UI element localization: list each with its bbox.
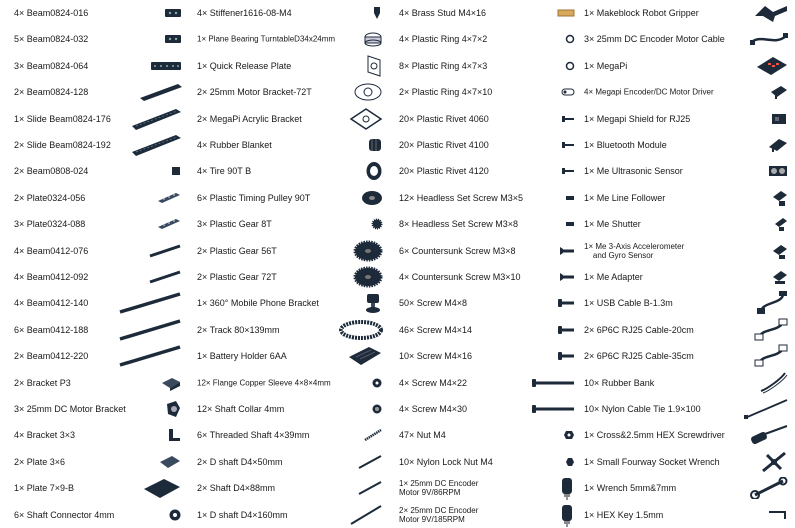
part-item — [197, 264, 383, 290]
usb-cable-icon — [755, 290, 789, 316]
part-item — [584, 132, 789, 158]
d-shaft-icon — [357, 454, 383, 470]
part-item — [197, 211, 383, 237]
phone-bracket-icon — [363, 292, 383, 314]
part-label: 1× 25mm DC Encoder Motor 9V/86RPM — [399, 479, 479, 498]
part-label: 10× Nylon Lock Nut M4 — [399, 456, 493, 467]
screw-icon — [557, 325, 575, 335]
part-item — [584, 79, 789, 105]
part-label: 6× Plastic Timing Pulley 90T — [197, 192, 311, 203]
part-item — [14, 396, 182, 422]
beam-short-icon — [164, 7, 182, 19]
part-label: 1× D shaft D4×160mm — [197, 509, 288, 520]
part-label: 1× Quick Release Plate — [197, 60, 292, 71]
beam-small-icon — [170, 165, 182, 177]
threaded-shaft-icon — [363, 428, 383, 442]
part-label: 20× Plastic Rivet 4100 — [399, 140, 489, 150]
part-label: 1× 360° Mobile Phone Bracket — [197, 298, 319, 309]
part-label: 1× HEX Key 1.5mm — [584, 509, 664, 520]
bracket-p3-icon — [160, 374, 182, 392]
part-label: 3× 25mm DC Motor Bracket — [14, 404, 126, 414]
part-label: 1× Cross&2.5mm HEX Screwdriver — [584, 430, 725, 441]
beam-short-icon — [164, 33, 182, 45]
part-label: 2× Bracket P3 — [14, 377, 71, 388]
part-item — [399, 158, 575, 184]
part-label: 1× Me 3-Axis Accelerometer and Gyro Sensor — [584, 241, 685, 260]
line-follower-icon — [771, 189, 789, 207]
part-label: 1× Megapi Shield for RJ25 — [584, 113, 691, 124]
part-label: 8× Plastic Ring 4×7×3 — [399, 60, 488, 71]
thin-beam-icon — [148, 244, 182, 258]
part-label: 20× Plastic Rivet 4120 — [399, 166, 489, 177]
rj25-cable-icon — [753, 344, 789, 368]
part-item — [584, 53, 789, 79]
part-item — [14, 343, 182, 369]
plate-icon — [156, 191, 182, 205]
part-item — [14, 422, 182, 448]
part-item — [399, 132, 575, 158]
part-item — [584, 422, 789, 448]
plastic-ring-icon — [565, 61, 575, 71]
part-item — [584, 343, 789, 369]
thin-beam-long-icon — [118, 345, 182, 367]
part-item — [197, 370, 383, 396]
part-label: 1× Slide Beam0824-176 — [14, 113, 111, 124]
motor-driver-icon — [769, 84, 789, 100]
part-label: 2× D shaft D4×50mm — [197, 456, 283, 467]
part-item — [584, 264, 789, 290]
part-label: 1× Me Ultrasonic Sensor — [584, 166, 683, 177]
part-item — [197, 502, 383, 528]
part-label: 10× Rubber Bank — [584, 377, 655, 388]
part-label: 4× Bracket 3×3 — [14, 430, 76, 441]
set-screw-icon — [565, 194, 575, 202]
part-item — [14, 158, 182, 184]
part-item — [14, 475, 182, 501]
part-label: 1× Wrench 5mm&7mm — [584, 483, 677, 494]
part-label: 10× Nylon Cable Tie 1.9×100 — [584, 404, 701, 414]
robot-gripper-icon — [753, 2, 789, 24]
part-item — [197, 343, 383, 369]
part-item — [584, 502, 789, 528]
part-label: 2× Track 80×139mm — [197, 324, 280, 335]
part-item — [14, 0, 182, 26]
part-item — [197, 132, 383, 158]
part-item — [584, 475, 789, 501]
megapi-board-icon — [755, 55, 789, 77]
part-label: 4× Brass Stud M4×16 — [399, 8, 487, 18]
part-label: 46× Screw M4×14 — [399, 324, 473, 335]
part-item — [197, 422, 383, 448]
part-item — [197, 158, 383, 184]
part-label: 4× Beam0412-076 — [14, 245, 89, 256]
encoder-motor-icon — [559, 503, 575, 527]
part-item — [399, 370, 575, 396]
part-item — [399, 106, 575, 132]
slide-beam-icon — [130, 133, 182, 157]
part-item — [197, 185, 383, 211]
part-item — [197, 53, 383, 79]
part-label: 2× Plastic Ring 4×7×10 — [399, 87, 493, 98]
part-label: 2× Plate0324-056 — [14, 192, 86, 203]
cable-tie-icon — [743, 398, 789, 420]
part-item — [14, 238, 182, 264]
bluetooth-module-icon — [767, 137, 789, 153]
part-item — [197, 106, 383, 132]
part-item — [584, 396, 789, 422]
part-label: 3× 25mm DC Encoder Motor Cable — [584, 34, 725, 45]
part-label: 2× Beam0824-128 — [14, 87, 89, 98]
part-label: 2× Plastic Gear 56T — [197, 245, 277, 256]
part-label: 1× Plate 7×9-B — [14, 483, 75, 494]
countersunk-screw-icon — [559, 272, 575, 282]
motor-bracket-icon — [164, 399, 182, 419]
plastic-ring-long-icon — [561, 87, 575, 97]
gear-icon — [353, 240, 383, 262]
part-item — [399, 79, 575, 105]
part-label: 1× Me Adapter — [584, 272, 643, 282]
part-label: 2× Beam0808-024 — [14, 166, 89, 177]
acrylic-bracket-icon — [349, 107, 383, 131]
part-label: 8× Headless Set Screw M3×8 — [399, 219, 519, 230]
part-label: 6× Beam0412-188 — [14, 324, 89, 335]
part-label: 6× Shaft Connector 4mm — [14, 509, 115, 520]
part-item — [14, 185, 182, 211]
part-item — [197, 26, 383, 52]
copper-sleeve-icon — [371, 377, 383, 389]
part-label: 4× Megapi Encoder/DC Motor Driver — [584, 87, 714, 97]
adapter-icon — [771, 268, 789, 286]
part-label: 2× 25mm DC Encoder Motor 9V/185RPM — [399, 505, 479, 524]
rivet-icon — [561, 115, 575, 123]
part-item — [399, 475, 575, 501]
rivet-icon — [561, 167, 575, 175]
part-label: 1× Battery Holder 6AA — [197, 351, 287, 362]
screwdriver-icon — [749, 424, 789, 446]
part-label: 1× USB Cable B-1.3m — [584, 298, 673, 309]
part-item — [399, 396, 575, 422]
part-label: 4× Beam0412-092 — [14, 272, 89, 282]
part-item — [197, 290, 383, 316]
part-label: 4× Stiffener1616-08-M4 — [197, 8, 292, 18]
part-item — [14, 211, 182, 237]
rubber-band-icon — [757, 371, 789, 395]
part-item — [14, 53, 182, 79]
part-label: 1× MegaPi — [584, 60, 628, 71]
part-label: 2× 6P6C RJ25 Cable-35cm — [584, 351, 694, 362]
part-item — [399, 422, 575, 448]
part-label: 4× Beam0824-016 — [14, 8, 89, 18]
screw-icon — [557, 298, 575, 308]
motor-cable-icon — [749, 32, 789, 46]
plate-icon — [156, 217, 182, 231]
part-item — [197, 475, 383, 501]
part-item — [584, 370, 789, 396]
part-item — [197, 0, 383, 26]
part-label: 6× Countersunk Screw M3×8 — [399, 245, 516, 256]
timing-pulley-icon — [361, 190, 383, 206]
d-shaft-icon — [357, 480, 383, 496]
rivet-icon — [561, 141, 575, 149]
shutter-icon — [773, 216, 789, 232]
part-item — [584, 106, 789, 132]
hex-key-icon — [767, 509, 789, 521]
set-screw-icon — [565, 220, 575, 228]
part-item — [584, 185, 789, 211]
part-item — [399, 26, 575, 52]
part-label: 2× 6P6C RJ25 Cable-20cm — [584, 324, 694, 335]
part-label: 20× Plastic Rivet 4060 — [399, 113, 489, 124]
part-item — [399, 0, 575, 26]
part-item — [584, 26, 789, 52]
part-label: 1× Me Line Follower — [584, 192, 666, 203]
part-item — [197, 317, 383, 343]
part-label: 1× Small Fourway Socket Wrench — [584, 456, 720, 467]
d-shaft-long-icon — [349, 504, 383, 526]
stiffener-icon — [371, 5, 383, 21]
part-label: 2× 25mm Motor Bracket-72T — [197, 87, 312, 98]
part-item — [14, 132, 182, 158]
wrench-icon — [749, 477, 789, 499]
part-label: 5× Beam0824-032 — [14, 34, 89, 45]
part-item — [197, 396, 383, 422]
part-item — [197, 238, 383, 264]
part-item — [399, 185, 575, 211]
part-item — [399, 211, 575, 237]
part-item — [14, 370, 182, 396]
part-label: 1× Makeblock Robot Gripper — [584, 8, 699, 18]
nut-icon — [563, 430, 575, 440]
brass-stud-icon — [557, 8, 575, 18]
part-item — [14, 106, 182, 132]
part-label: 2× Shaft D4×88mm — [197, 483, 276, 494]
part-label: 3× Plastic Gear 8T — [197, 219, 272, 230]
motor-bracket-72t-icon — [353, 81, 383, 103]
part-item — [584, 158, 789, 184]
part-item — [399, 264, 575, 290]
thin-beam-long-icon — [118, 319, 182, 341]
plate-square-icon — [158, 454, 182, 470]
part-label: 1× Me Shutter — [584, 219, 641, 230]
part-label: 3× Beam0824-064 — [14, 60, 89, 71]
screw-long-icon — [531, 404, 575, 414]
part-label: 2× Beam0412-220 — [14, 351, 89, 362]
plastic-ring-icon — [565, 34, 575, 44]
part-label: 6× Threaded Shaft 4×39mm — [197, 430, 310, 441]
part-label: 12× Shaft Collar 4mm — [197, 404, 285, 414]
part-label: 2× MegaPi Acrylic Bracket — [197, 113, 302, 124]
shaft-collar-icon — [371, 403, 383, 415]
part-label: 4× Screw M4×22 — [399, 377, 468, 388]
part-item — [399, 53, 575, 79]
gear-icon — [353, 266, 383, 288]
slide-beam-icon — [130, 107, 182, 131]
thin-beam-icon — [148, 270, 182, 284]
part-item — [197, 449, 383, 475]
screw-icon — [557, 351, 575, 361]
shaft-connector-icon — [168, 508, 182, 522]
part-label: 4× Plastic Ring 4×7×2 — [399, 34, 488, 45]
part-item — [14, 290, 182, 316]
rj25-cable-icon — [753, 318, 789, 342]
part-label: 4× Tire 90T B — [197, 166, 252, 177]
socket-wrench-icon — [759, 449, 789, 475]
part-item — [14, 264, 182, 290]
part-item — [197, 79, 383, 105]
quick-release-plate-icon — [365, 54, 383, 78]
part-label: 12× Headless Set Screw M3×5 — [399, 192, 524, 203]
part-label: 47× Nut M4 — [399, 430, 446, 441]
part-item — [399, 343, 575, 369]
part-label: 4× Beam0412-140 — [14, 298, 89, 309]
gyro-sensor-icon — [771, 242, 789, 260]
part-label: 4× Rubber Blanket — [197, 140, 272, 150]
part-item — [14, 449, 182, 475]
part-label: 4× Screw M4×30 — [399, 404, 468, 414]
part-item — [584, 0, 789, 26]
thin-beam-long-icon — [118, 292, 182, 314]
part-item — [584, 211, 789, 237]
part-item — [14, 317, 182, 343]
beam-long-icon — [138, 82, 182, 102]
screw-long-icon — [531, 378, 575, 388]
part-label: 1× Bluetooth Module — [584, 140, 667, 150]
turntable-icon — [363, 30, 383, 48]
countersunk-screw-icon — [559, 246, 575, 256]
ultrasonic-sensor-icon — [767, 162, 789, 180]
part-item — [14, 502, 182, 528]
part-label: 12× Flange Copper Sleeve 4×8×4mm — [197, 378, 331, 388]
rubber-blanket-icon — [367, 137, 383, 153]
part-label: 2× Plate 3×6 — [14, 456, 66, 467]
part-item — [584, 317, 789, 343]
encoder-motor-icon — [559, 476, 575, 500]
part-item — [584, 290, 789, 316]
part-label: 3× Plate0324-088 — [14, 219, 86, 230]
part-item — [14, 26, 182, 52]
part-label: 4× Countersunk Screw M3×10 — [399, 272, 521, 282]
part-item — [399, 290, 575, 316]
bracket-icon — [166, 427, 182, 443]
part-item — [584, 449, 789, 475]
part-item — [584, 238, 789, 264]
rj25-shield-icon — [769, 111, 789, 127]
part-item — [399, 317, 575, 343]
track-icon — [339, 319, 383, 341]
battery-holder-icon — [347, 345, 383, 367]
part-item — [14, 79, 182, 105]
gear-small-icon — [371, 218, 383, 230]
part-label: 50× Screw M4×8 — [399, 298, 468, 309]
part-label: 10× Screw M4×16 — [399, 351, 473, 362]
part-label: 1× Plane Bearing TurntableD34x24mm — [197, 34, 336, 44]
beam-medium-icon — [150, 60, 182, 72]
tire-icon — [365, 161, 383, 181]
part-item — [399, 238, 575, 264]
part-item — [399, 449, 575, 475]
part-item — [399, 502, 575, 528]
nylon-nut-icon — [565, 457, 575, 467]
plate-large-icon — [142, 477, 182, 499]
part-label: 2× Slide Beam0824-192 — [14, 140, 111, 150]
part-label: 2× Plastic Gear 72T — [197, 272, 277, 282]
